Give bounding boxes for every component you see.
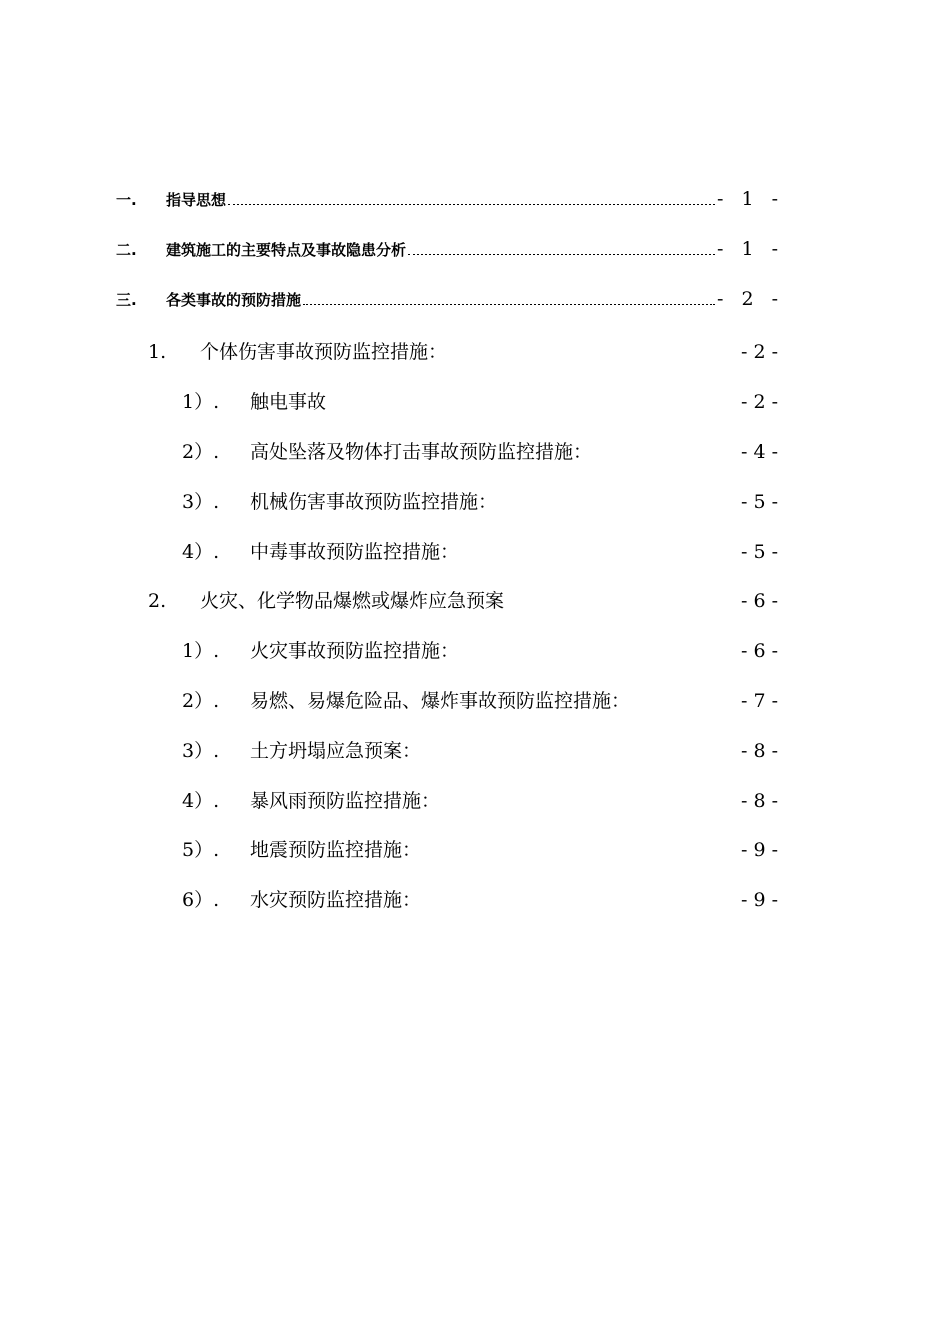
toc-entry-title: 机械伤害事故预防监控措施：: [250, 491, 498, 513]
toc-entry-level2[interactable]: [148, 337, 778, 364]
toc-entry-page: - 2 -: [740, 391, 778, 413]
toc-entry-number: 2.: [148, 590, 167, 612]
toc-entry-title: 土方坍塌应急预案：: [250, 740, 422, 762]
toc-entry-title: 地震预防监控措施：: [250, 839, 422, 861]
toc-entry-page: - 8 -: [740, 790, 778, 812]
dot-leader: [461, 656, 739, 657]
toc-entry-level1[interactable]: [116, 188, 784, 210]
toc-entry-level3[interactable]: [182, 537, 778, 564]
toc-entry-level3[interactable]: [182, 636, 778, 663]
toc-entry-title: 高处坠落及物体打击事故预防监控措施：: [250, 441, 593, 463]
toc-entry-page: - 6 -: [740, 640, 778, 662]
dot-leader: [328, 407, 739, 408]
toc-entry-page: - 1 -: [716, 188, 784, 210]
toc-entry-page: - 7 -: [740, 690, 778, 712]
toc-entry-title: 建筑施工的主要特点及事故隐患分析: [166, 241, 407, 259]
toc-entry-title: 暴风雨预防监控措施：: [250, 790, 441, 812]
toc-entry-number: 1）.: [182, 640, 220, 662]
toc-entry-number: 二.: [116, 241, 137, 259]
toc-entry-page: - 5 -: [740, 541, 778, 563]
dot-leader: [449, 357, 739, 358]
toc-entry-title: 各类事故的预防措施: [166, 291, 302, 309]
toc-entry-number: 4）.: [182, 541, 220, 563]
toc-entry-title: 指导思想: [166, 191, 227, 209]
dot-leader: [594, 457, 739, 458]
toc-entry-number: 4）.: [182, 790, 220, 812]
dot-leader: [423, 905, 739, 906]
toc-entry-page: - 4 -: [740, 441, 778, 463]
toc-entry-level3[interactable]: [182, 487, 778, 514]
dot-leader: [461, 557, 739, 558]
dot-leader: [632, 706, 739, 707]
toc-entry-level1[interactable]: [116, 288, 784, 310]
toc-entry-level3[interactable]: [182, 835, 778, 862]
toc-entry-page: - 2 -: [740, 341, 778, 363]
toc-entry-level3[interactable]: [182, 736, 778, 763]
toc-entry-page: - 5 -: [740, 491, 778, 513]
dot-leader: [303, 304, 715, 305]
toc-entry-number: 1.: [148, 341, 167, 363]
toc-entry-number: 2）.: [182, 441, 220, 463]
toc-entry-page: - 6 -: [740, 590, 778, 612]
toc-entry-page: - 8 -: [740, 740, 778, 762]
toc-entry-title: 水灾预防监控措施：: [250, 889, 422, 911]
toc-entry-page: - 9 -: [740, 839, 778, 861]
toc-entry-level3[interactable]: [182, 885, 778, 912]
dot-leader: [506, 606, 739, 607]
toc-entry-page: - 9 -: [740, 889, 778, 911]
toc-entry-number: 3）.: [182, 740, 220, 762]
toc-entry-title: 易燃、易爆危险品、爆炸事故预防监控措施：: [250, 690, 631, 712]
dot-leader: [423, 756, 739, 757]
toc-entry-level3[interactable]: [182, 437, 778, 464]
toc-entry-level3[interactable]: [182, 387, 778, 414]
toc-entry-number: 3）.: [182, 491, 220, 513]
toc-entry-title: 火灾、化学物品爆燃或爆炸应急预案: [200, 590, 505, 612]
toc-entry-title: 中毒事故预防监控措施：: [250, 541, 460, 563]
toc-entry-title: 火灾事故预防监控措施：: [250, 640, 460, 662]
toc-entry-number: 5）.: [182, 839, 220, 861]
dot-leader: [499, 507, 739, 508]
toc-entry-level1[interactable]: [116, 238, 784, 260]
toc-entry-number: 一.: [116, 191, 137, 209]
dot-leader: [423, 855, 739, 856]
toc-entry-number: 2）.: [182, 690, 220, 712]
toc-entry-level3[interactable]: [182, 686, 778, 713]
toc-entry-level2[interactable]: [148, 586, 778, 613]
toc-entry-title: 触电事故: [250, 391, 327, 413]
dot-leader: [442, 806, 739, 807]
dot-leader: [408, 254, 715, 255]
dot-leader: [228, 204, 715, 205]
toc-entry-page: - 1 -: [716, 238, 784, 260]
toc-entry-number: 三.: [116, 291, 137, 309]
toc-entry-number: 6）.: [182, 889, 220, 911]
toc-entry-level3[interactable]: [182, 786, 778, 813]
toc-entry-number: 1）.: [182, 391, 220, 413]
toc-entry-title: 个体伤害事故预防监控措施：: [200, 341, 448, 363]
toc-entry-page: - 2 -: [716, 288, 784, 310]
